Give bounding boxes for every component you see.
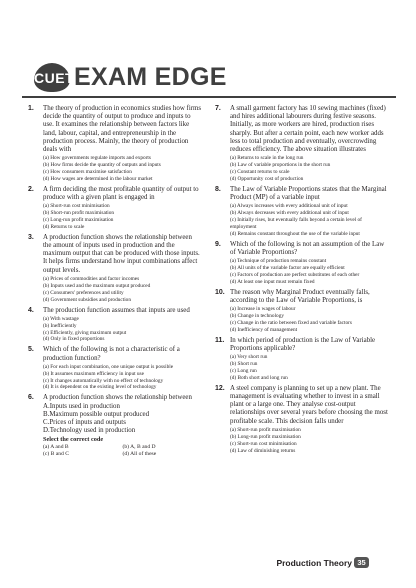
question-number: 4. [28,306,34,314]
statement-item: A.Inputs used in production [43,402,120,410]
section-title: Production Theory [276,558,352,568]
option: (c) How consumers maximise satisfaction [43,169,132,176]
question-text: Which of the following is not an assumption of the Law of Variable Proportions? [230,240,385,256]
option: (d) Only in fixed proportions [43,336,105,343]
option: (c) Initially rises, but eventually falls beyond a certain level of employment [230,217,362,230]
options [230,155,389,183]
option: (d) Remains constant throughout the use of the variable input [230,230,360,237]
question-number: 8. [215,185,221,193]
option: (b) Short run [230,361,258,368]
page-number: 35 [354,557,369,568]
options [230,203,389,238]
options [43,203,202,231]
question-number: 10. [215,288,225,296]
option: (d) At least one input must remain fixed [230,278,315,285]
option: (d) Opportunity cost of production [230,175,304,182]
exam-edge-title: EXAM EDGE [74,63,227,91]
option: (b) All units of the variable factor are equally efficient [230,265,345,272]
option: (a) Always increases with every additional unit of input [230,203,348,210]
left-column [30,105,202,461]
option: (a) Short-run profit maximisation [230,426,301,433]
question-12 [217,385,389,455]
option: (a) How governments regulate imports and exports [43,155,151,162]
question-3 [30,234,202,304]
question-number: 2. [28,185,34,193]
question-text: A production function shows the relationship between [43,394,192,402]
question-number: 1. [28,105,34,112]
option: (a) Prices of commodities and factor incomes [43,275,140,282]
cuet-badge [34,63,75,92]
option: (d) Returns to scale [43,223,85,230]
question-number: 3. [28,233,34,241]
question-6 [30,394,202,458]
options [43,316,202,344]
statement-item: B.Maximum possible output produced [43,410,150,418]
option: (d) Law of diminishing returns [230,447,296,454]
option: (a) A and B [43,444,69,451]
option: (a) Short-run cost minimisation [43,203,110,210]
options [43,444,202,458]
option: (b) Long-run profit maximisation [230,433,301,440]
options [230,258,389,286]
option: (a) Increase in wages of labour [230,306,296,313]
option: (b) A, B and D [122,444,156,451]
question-text: In which period of production is the Law of Variable Proportions applicable? [230,336,376,353]
option: (a) Technique of production remains constant [230,258,327,265]
option: (a) Very short run [230,354,268,361]
options [43,364,202,392]
question-2 [30,186,202,231]
statement-item: C.Prices of inputs and outputs [43,418,126,426]
right-column [217,105,389,458]
question-text: Which of the following is not a characteristic of a production function? [43,346,180,362]
cuet-badge-text: CUET [34,70,75,86]
question-1 [30,105,202,183]
question-number: 9. [215,240,221,248]
question-text: A steel company is planning to set up a new plant. The management is evaluating whether to invest in a small plant or a large one. They analyse cost-output relationships over several years before choosing the most profitable scale. This decision falls under [230,384,388,425]
option: (a) Returns to scale in the long run [230,155,304,162]
option: (c) Efficiently, giving maximum output [43,329,127,336]
footer [0,557,416,571]
question-11 [217,337,389,382]
question-text: A firm deciding the most profitable quantity of output to produce with a given plant is engaged in [43,185,199,202]
question-number: 12. [215,384,225,392]
option: (b) Inefficiently [43,322,77,329]
select-code-label: Select the correct code [43,436,104,444]
option: (c) Short-run cost minimisation [230,440,297,447]
option: (c) B and C [43,451,69,458]
question-number: 11. [215,336,225,344]
options [230,427,389,455]
options [230,306,389,334]
option: (a) With wastage [43,315,79,322]
option: (b) It assumes maximum efficiency in input use [43,370,144,377]
option: (b) Always decreases with every additional unit of input [230,210,349,217]
option: (c) Change in the ratio between fixed and variable factors [230,320,352,327]
question-text: The reason why Marginal Product eventually falls, according to the Law of Variable Proportions, is [230,288,370,305]
option: (c) Consumers' preferences and utility [43,289,124,296]
option: (b) Short-run profit maximisation [43,210,115,217]
option: (d) How wages are determined in the labour market [43,175,153,182]
option: (c) It changes automatically with no effect of technology [43,377,164,384]
question-4 [30,307,202,344]
option: (d) It is dependent on the existing level of technology [43,384,157,391]
option: (b) Law of variable proportions in the short run [230,162,331,169]
question-number: 7. [215,105,221,112]
question-10 [217,289,389,334]
question-8 [217,186,389,238]
question-5 [30,346,202,391]
question-text: The Law of Variable Proportions states that the Marginal Product (MP) of a variable input [230,185,387,202]
option: (b) How firms decide the quantity of outputs and inputs [43,162,161,169]
option: (c) Constant returns to scale [230,169,290,176]
option: (d) All of these [122,451,157,458]
question-number: 5. [28,346,34,354]
option: (d) Government subsidies and production [43,296,131,303]
statement-item: D.Technology used in production [43,427,136,435]
question-9 [217,241,389,286]
options [230,354,389,382]
option: (c) Long run [230,368,257,375]
question-7 [217,105,389,183]
option: (a) For each input combination, one unique output is possible [43,363,174,370]
option: (d) Inefficiency of management [230,326,298,333]
question-text: A production function shows the relationship between the amount of inputs used in production and the maximum output that can be produced with those inputs. It helps firms understand how input combinations affect output levels. [43,233,200,274]
header-rule [22,96,396,98]
option: (b) Change in technology [230,313,284,320]
option: (d) Both short and long run [230,374,288,381]
question-text: A small garment factory has 10 sewing machines (fixed) and hires additional labourers during festive seasons. Initially, as more workers are hired, production rises sharply. But after a certain point, each new worker adds less to total production and eventually, overcrowding reduces efficiency. The above situation illustrates [230,105,386,154]
option: (c) Factors of production are perfect substitutes of each other [230,272,360,278]
option: (b) Inputs used and the maximum output produced [43,282,151,289]
question-text: The production function assumes that inputs are used [43,306,190,314]
options [43,276,202,304]
header [0,0,416,96]
question-number: 6. [28,394,34,402]
question-text: The theory of production in economics studies how firms decide the quantity of output to produce and inputs to use. It examines the relationship between factors like land, labour, capital, and entrepreneurship in the production process. Mainly, the theory of production deals with [43,105,202,154]
option: (c) Long-run profit maximisation [43,217,114,224]
options [43,155,202,183]
